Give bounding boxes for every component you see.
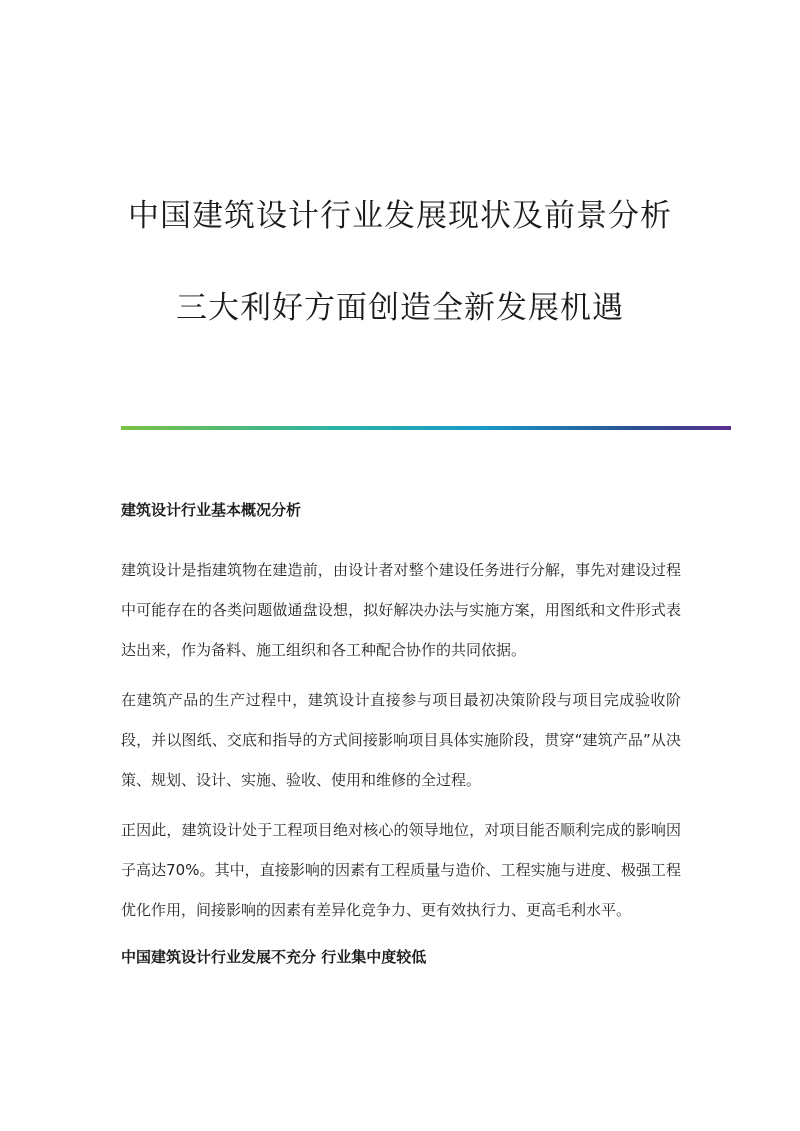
gradient-divider — [121, 426, 731, 430]
document-title-line-1: 中国建筑设计行业发展现状及前景分析 — [128, 198, 672, 234]
document-body — [121, 495, 681, 972]
paragraph-core-position: 正因此，建筑设计处于工程项目绝对核心的领导地位，对项目能否顺利完成的影响因子高达70%。其中，直接影响的因素有工程质量与造价、工程实施与进度、极强工程优化作用，间接影响的因素有差异化竞争力、更有效执行力、更高毛利水平。 — [121, 821, 681, 919]
paragraph-production-process: 在建筑产品的生产过程中，建筑设计直接参与项目最初决策阶段与项目完成验收阶段，并以图纸、交底和指导的方式间接影响项目具体实施阶段，贯穿“建筑产品”从决策、规划、设计、实施、验收、使用和维修的全过程。 — [121, 691, 681, 789]
section-heading-overview: 建筑设计行业基本概况分析 — [121, 501, 302, 519]
paragraph-definition: 建筑设计是指建筑物在建造前，由设计者对整个建设任务进行分解，事先对建设过程中可能存在的各类问题做通盘设想，拟好解决办法与实施方案，用图纸和文件形式表达出来，作为备料、施工组织和各工种配合协作的共同依据。 — [121, 561, 681, 659]
document-title-line-2: 三大利好方面创造全新发展机遇 — [176, 290, 624, 326]
section-heading-concentration: 中国建筑设计行业发展不充分 行业集中度较低 — [121, 948, 427, 966]
